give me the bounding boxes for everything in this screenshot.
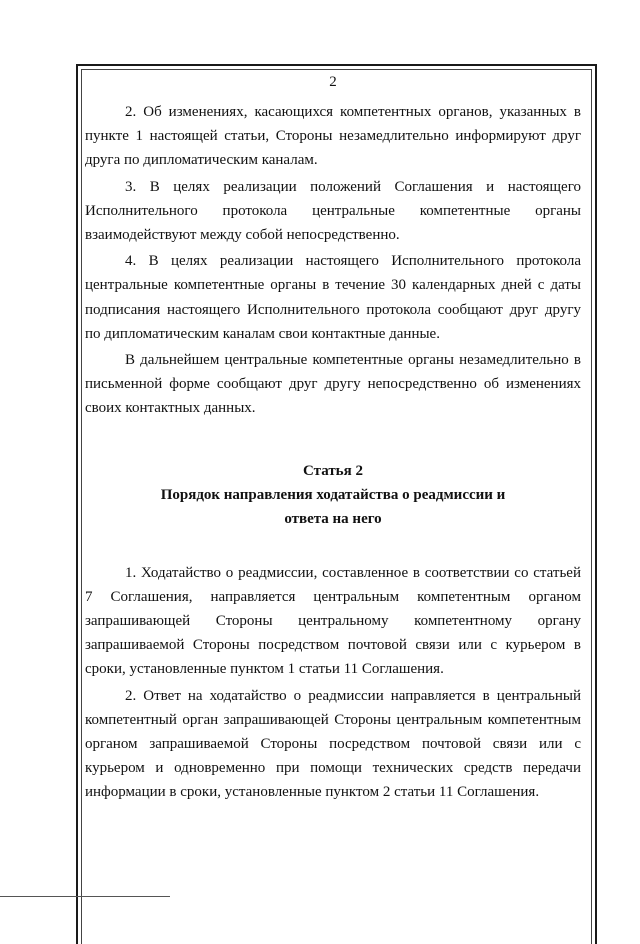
- page-number: 2: [329, 74, 337, 90]
- scan-edge-line: [0, 896, 170, 897]
- document-body: [85, 72, 581, 805]
- paragraph-item-2: 2. Об изменениях, касающихся компетентных органов, указанных в пункте 1 настоящей статьи, Стороны незамедлительно информируют друг друга по дипломатическим каналам.: [85, 104, 581, 169]
- article-title: Статья 2: [303, 462, 363, 479]
- article2-paragraph-2: 2. Ответ на ходатайство о реадмиссии направляется в центральный компетентный орган запрашивающей Стороны центральным компетентным органом запрашиваемой Стороны посредством почтовой связи или с курьером и одновременно при помощи технических средств передачи информации в сроки, установленные пунктом 2 статьи 11 Соглашения.: [85, 687, 581, 801]
- article-subtitle-line-2: ответа на него: [284, 510, 382, 527]
- paragraph-item-3: 3. В целях реализации положений Соглашения и настоящего Исполнительного протокола центральные компетентные органы взаимодействуют между собой непосредственно.: [85, 178, 581, 244]
- paragraph-item-4: 4. В целях реализации настоящего Исполнительного протокола центральные компетентные органы в течение 30 календарных дней с даты подписания настоящего Исполнительного протокола сообщают друг другу по дипломатическим каналам свои контактные данные.: [85, 253, 581, 342]
- article-subtitle-line-1: Порядок направления ходатайства о реадмиссии и: [160, 486, 506, 503]
- article2-paragraph-1: 1. Ходатайство о реадмиссии, составленное в соответствии со статьей 7 Соглашения, направляется центральным компетентным органом запрашивающей Стороны центральному компетентному органу запрашиваемой Стороны посредством почтовой связи или с курьером в сроки, установленные пунктом 1 статьи 11 Соглашения.: [85, 564, 581, 678]
- paragraph-contact-changes: В дальнейшем центральные компетентные органы незамедлительно в письменной форме сообщают друг другу непосредственно об изменениях своих контактных данных.: [85, 352, 581, 417]
